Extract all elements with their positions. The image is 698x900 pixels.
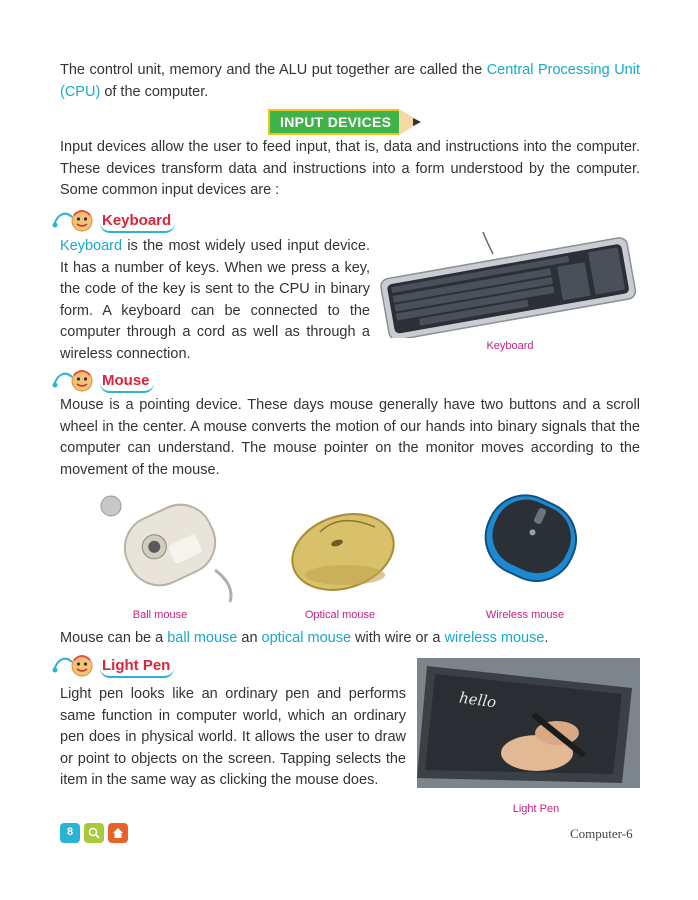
- ball-mouse-caption: Ball mouse: [132, 609, 188, 621]
- book-title: Computer-6: [570, 826, 633, 841]
- keyboard-paragraph: Keyboard is the most widely used input device. It has a number of keys. When we press a key, the code of the key is sent to the CPU in binary form. A keyboard can be connected to the computer through a cord as well as through a wireless connection.: [60, 238, 370, 362]
- ball-mouse-term: ball mouse: [167, 630, 238, 646]
- light-pen-paragraph: Light pen looks like an ordinary pen and performs same function in computer world, which an ordinary pen does in physical world. It allows the user to draw or point to objects on the screen. Tapping selects the item in the same way as clicking the mouse does.: [60, 686, 406, 788]
- keyboard-heading-label: Keyboard: [100, 212, 175, 233]
- optical-mouse-caption: Optical mouse: [304, 609, 376, 621]
- wireless-mouse-term: wireless mouse: [444, 630, 545, 646]
- intro-text-end: of the computer.: [104, 83, 209, 100]
- input-devices-paragraph: Input devices allow the user to feed input, that is, data and instructions into the computer. These devices transform data and instructions into a form understood by the computer. Some common input devices are :: [60, 139, 640, 198]
- mouse-heading-label: Mouse: [100, 372, 154, 393]
- wireless-mouse-image: [465, 484, 595, 596]
- ball-mouse-image: [95, 490, 245, 605]
- mouse-summary: Mouse can be a ball mouse an optical mouse with wire or a wireless mouse.: [60, 630, 549, 646]
- mouse-heading: [52, 367, 154, 393]
- pencil-tip-icon: [399, 109, 421, 135]
- mascot-icon: [52, 367, 98, 393]
- cpu-term: Central Processing Unit (CPU): [60, 62, 640, 100]
- light-pen-caption: Light Pen: [512, 803, 560, 815]
- keyboard-heading: [52, 207, 175, 233]
- light-pen-heading: [52, 652, 174, 678]
- banner-title: INPUT DEVICES: [268, 109, 399, 135]
- optical-mouse-term: optical mouse: [261, 630, 352, 646]
- intro-text: The control unit, memory and the ALU put together are called the: [60, 62, 483, 78]
- keyboard-caption: Keyboard: [486, 340, 534, 352]
- mascot-icon: [52, 207, 98, 233]
- section-banner: [268, 110, 430, 134]
- page-number: 8: [60, 823, 80, 843]
- search-icon[interactable]: [84, 823, 104, 843]
- keyboard-illustration: [375, 228, 640, 338]
- mascot-icon: [52, 652, 98, 678]
- light-pen-image: [417, 658, 640, 788]
- intro-paragraph: [60, 60, 640, 103]
- keyboard-image: [375, 228, 640, 338]
- mouse-paragraph: Mouse is a pointing device. These days mouse generally have two buttons and a scroll wheel in the center. A mouse converts the motion of our hands into binary signals that the computer can understand. The mouse pointer on the monitor moves according to the movement of the mouse.: [60, 397, 640, 478]
- light-pen-screen-text: hello: [458, 688, 498, 712]
- footer-nav: [60, 823, 128, 843]
- home-icon[interactable]: [108, 823, 128, 843]
- light-pen-heading-label: Light Pen: [100, 657, 174, 678]
- optical-mouse-image: [285, 497, 400, 597]
- keyboard-term: Keyboard: [60, 238, 123, 254]
- wireless-mouse-caption: Wireless mouse: [485, 609, 565, 621]
